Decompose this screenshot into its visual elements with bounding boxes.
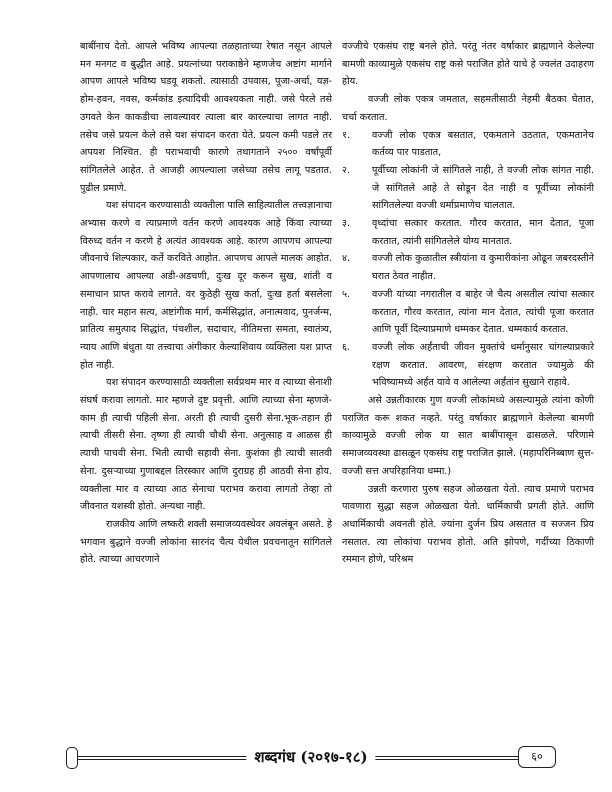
page-footer — [66, 745, 556, 769]
paragraph: बाबींनाच देतो. आपले भविष्य आपल्या तळहाताच्या रेषात नसून आपले मन मनगट व बुद्धीत आहे. प्रयत्नांच्या पराकाष्ठेने म्हणजेच अष्टांग मार्गाने आपण आपले भविष्य घडवू शकतो. त्यासाठी उपवास, पूजा-अर्चा, यज्ञ-होम-हवन, नवस, कर्मकांड इत्यादिची आवश्यकता नाही. जसे पेरले तसे उगवते केन काकडीचा लावल्यावर त्याला बार कारल्याचा लागत नाही. तसेच जसे प्रयत्न केले तसे यश संपादन करता येते. प्रयत्न कमी पडले तर अपयश निश्चित. ही पराभवाची कारणे तथागताने २५०० वर्षांपूर्वी सांगितलेले आहेत. ते आजही आपल्याला जसेच्या तसेच लागू पडतात. पुढील प्रमाणे. — [80, 41, 332, 194]
paragraph: असे उन्नतीकारक गुण वज्जी लोकांमध्ये असल्यामुळे त्यांना कोणी पराजित करू शकत नव्हते. परंतु वर्षाकार ब्राह्मणाने केलेल्या बामणी काव्यामुळे वज्जी लोक या सात बाबींपासून ढासळले. परिणामे समाजव्यवस्था ढासळून एकसंघ राष्ट्र पराजित झाले. (महापरिनिब्बाण सुत्त-वज्जी सत्त अपरिहानिया धम्मा.) — [342, 395, 594, 477]
paragraph: वज्जी लोक एकत्र जमतात, सहमतीसाठी नेहमी बैठका घेतात, चर्चा करतात. — [342, 94, 594, 123]
paragraph: राजकीय आणि लष्करी शक्ती समाजव्यवस्थेवर अवलंबून असते. हे भगवान बुद्धाने वज्जी लोकांना सारनंद चैत्य येथील प्रवचनातून सांगितले होते. त्याच्या आचरणाने — [80, 518, 332, 566]
list-item-number: १. — [342, 129, 351, 141]
list-item — [342, 127, 594, 162]
list-item — [342, 162, 594, 215]
list-item-text: वृध्दांचा सत्कार करतात. गौरव करतात, मान देतात, पूजा करतात, त्यांनी सांगितलेले योग्य मानतात. — [372, 218, 594, 247]
scroll-ornament-left — [66, 747, 78, 769]
left-column — [80, 38, 332, 569]
list-item-text: पूर्वीच्या लोकांनी जे सांगितले नाही, ते वज्जी लोक सांगत नाही. जे सांगितले आहे ते सोडून देत नाही व पूर्वीच्या लोकांनी सांगितलेल्या वज्जी धर्माप्रमाणेच चालतात. — [372, 164, 594, 212]
list-item-text: वज्जी लोक अर्हंताची जीवन मुक्तांचे धर्मानुसार चांगल्याप्रकारे रक्षण करतात. आवरण, संरक्षण करतात ज्यामुळे की भविष्यामध्ये अर्हंत यावे व आलेल्या अर्हंतांन सुखाने राहावे. — [372, 341, 594, 389]
list-item — [342, 250, 594, 285]
numbered-list — [342, 127, 594, 393]
right-column — [342, 38, 594, 569]
list-item-number: ६. — [342, 341, 351, 353]
list-item — [342, 215, 594, 250]
list-item-text: वज्जी यांच्या नगरातील व बाहेर जे चैत्य असतील त्यांचा सत्कार करतात, गौरव करतात, त्यांना मान देतात, त्यांची पूजा करतात आणि पूर्वी दिल्याप्रमाणे धम्मकर देतात. धम्मकार्य करतात. — [372, 288, 594, 336]
paragraph: वज्जीचे एकसंघ राष्ट्र बनले होते. परंतु नंतर वर्षाकार ब्राह्मणाने केलेल्या बामणी काव्यामुळे एकसंघ राष्ट्र कसे पराजित होते याचे हे ज्वलंत उदाहरण होय. — [342, 41, 594, 88]
list-item-text: वज्जी लोक कुळातील स्त्रीयांना व कुमारीकांना ओढून जबरदस्तीने घरात ठेवत नाहीत. — [372, 253, 594, 283]
list-item-number: ४. — [342, 253, 351, 265]
paragraph: उन्नती करणारा पुरुष सहज ओळखता येतो. त्याच प्रमाणे पराभव पावणारा सुद्धा सहज ओळखता येतो. धार्मिकाची प्रगती होते. आणि अधार्मिकाची अवनती होते. ज्यांना दुर्जन प्रिय असतात व सज्जन प्रिय नसतात. त्या लोकांचा पराभव होतो. अति झोपणे, गर्दीच्या ठिकाणी रममान होणे, परिश्रम — [342, 483, 594, 566]
paragraph: यश संपादन करण्यासाठी व्यक्तीला पालि साहित्यातील तत्त्वज्ञानाचा अभ्यास करणे व त्याप्रमाणे वर्तन करणे आवश्यक आहे किंवा त्याच्या विरुध्द वर्तन न करणे हे अत्यंत आवश्यक आहे. कारण आपणच आपल्या जीवनाचे शिल्पकार, कर्ते करविते आहोत. आपणच आपले मालक आहोत. आपणालाच आपल्या अडी-अडचणी, दुःख दूर करून सुख, शांती व समाधान प्राप्त करावे लागते. वर कुठेही सुख कर्ता, दुःख हर्ता बसलेला नाही. चार महान सत्य, अष्टांगीक मार्ग, कर्मसिद्धांत, अनात्मवाद, पुनर्जन्म, प्रातित्य समुत्पाद सिद्धांत, पंचशील, सदाचार, नीतिमत्ता समता, स्वातंत्र्य, न्याय आणि बंधुता या तत्त्वाचा अंगीकार केल्याशिवाय व्यक्तिला यश प्राप्त होत नाही. — [80, 200, 332, 371]
list-item-number: ५. — [342, 288, 351, 300]
list-item — [342, 339, 594, 392]
list-item-text: वज्जी लोक एकत्र बसतात, एकमताने उठतात, एकमतानेच कर्तव्य पार पाडतात, — [372, 129, 594, 159]
list-item-number: ३. — [342, 218, 351, 230]
paragraph: यश संपादन करण्यासाठी व्यक्तीला सर्वप्रथम मार व त्याच्या सेनाशी संघर्ष करावा लागतो. मार म्हणजे दुष्ट प्रवृत्ती. आणि त्याच्या सेना म्हणजे-काम ही त्याची पहिली सेना. अरती ही त्याची दुसरी सेना.भूक-तहान ही त्याची तीसरी सेना. तृष्णा ही त्याची चौथी सेना. अनुत्साह व आळस ही त्याची पाचवी सेना. भिती त्याची सहावी सेना. कुशंका ही त्याची सातवी सेना. दुसऱ्याच्या गुणाबद्दल तिरस्कार आणि दुराग्रह ही आठवी सेना होय. व्यक्तीला मार व त्याच्या आठ सेनाचा पराभव करावा लागतो तेव्हा तो जीवनात यशस्वी होतो. अन्यथा नाही. — [80, 377, 332, 513]
page-number: ६० — [518, 746, 556, 768]
list-item-number: २. — [342, 164, 351, 176]
footer-title: शब्दगंध (२०१७-१८) — [246, 745, 375, 769]
list-item — [342, 286, 594, 339]
